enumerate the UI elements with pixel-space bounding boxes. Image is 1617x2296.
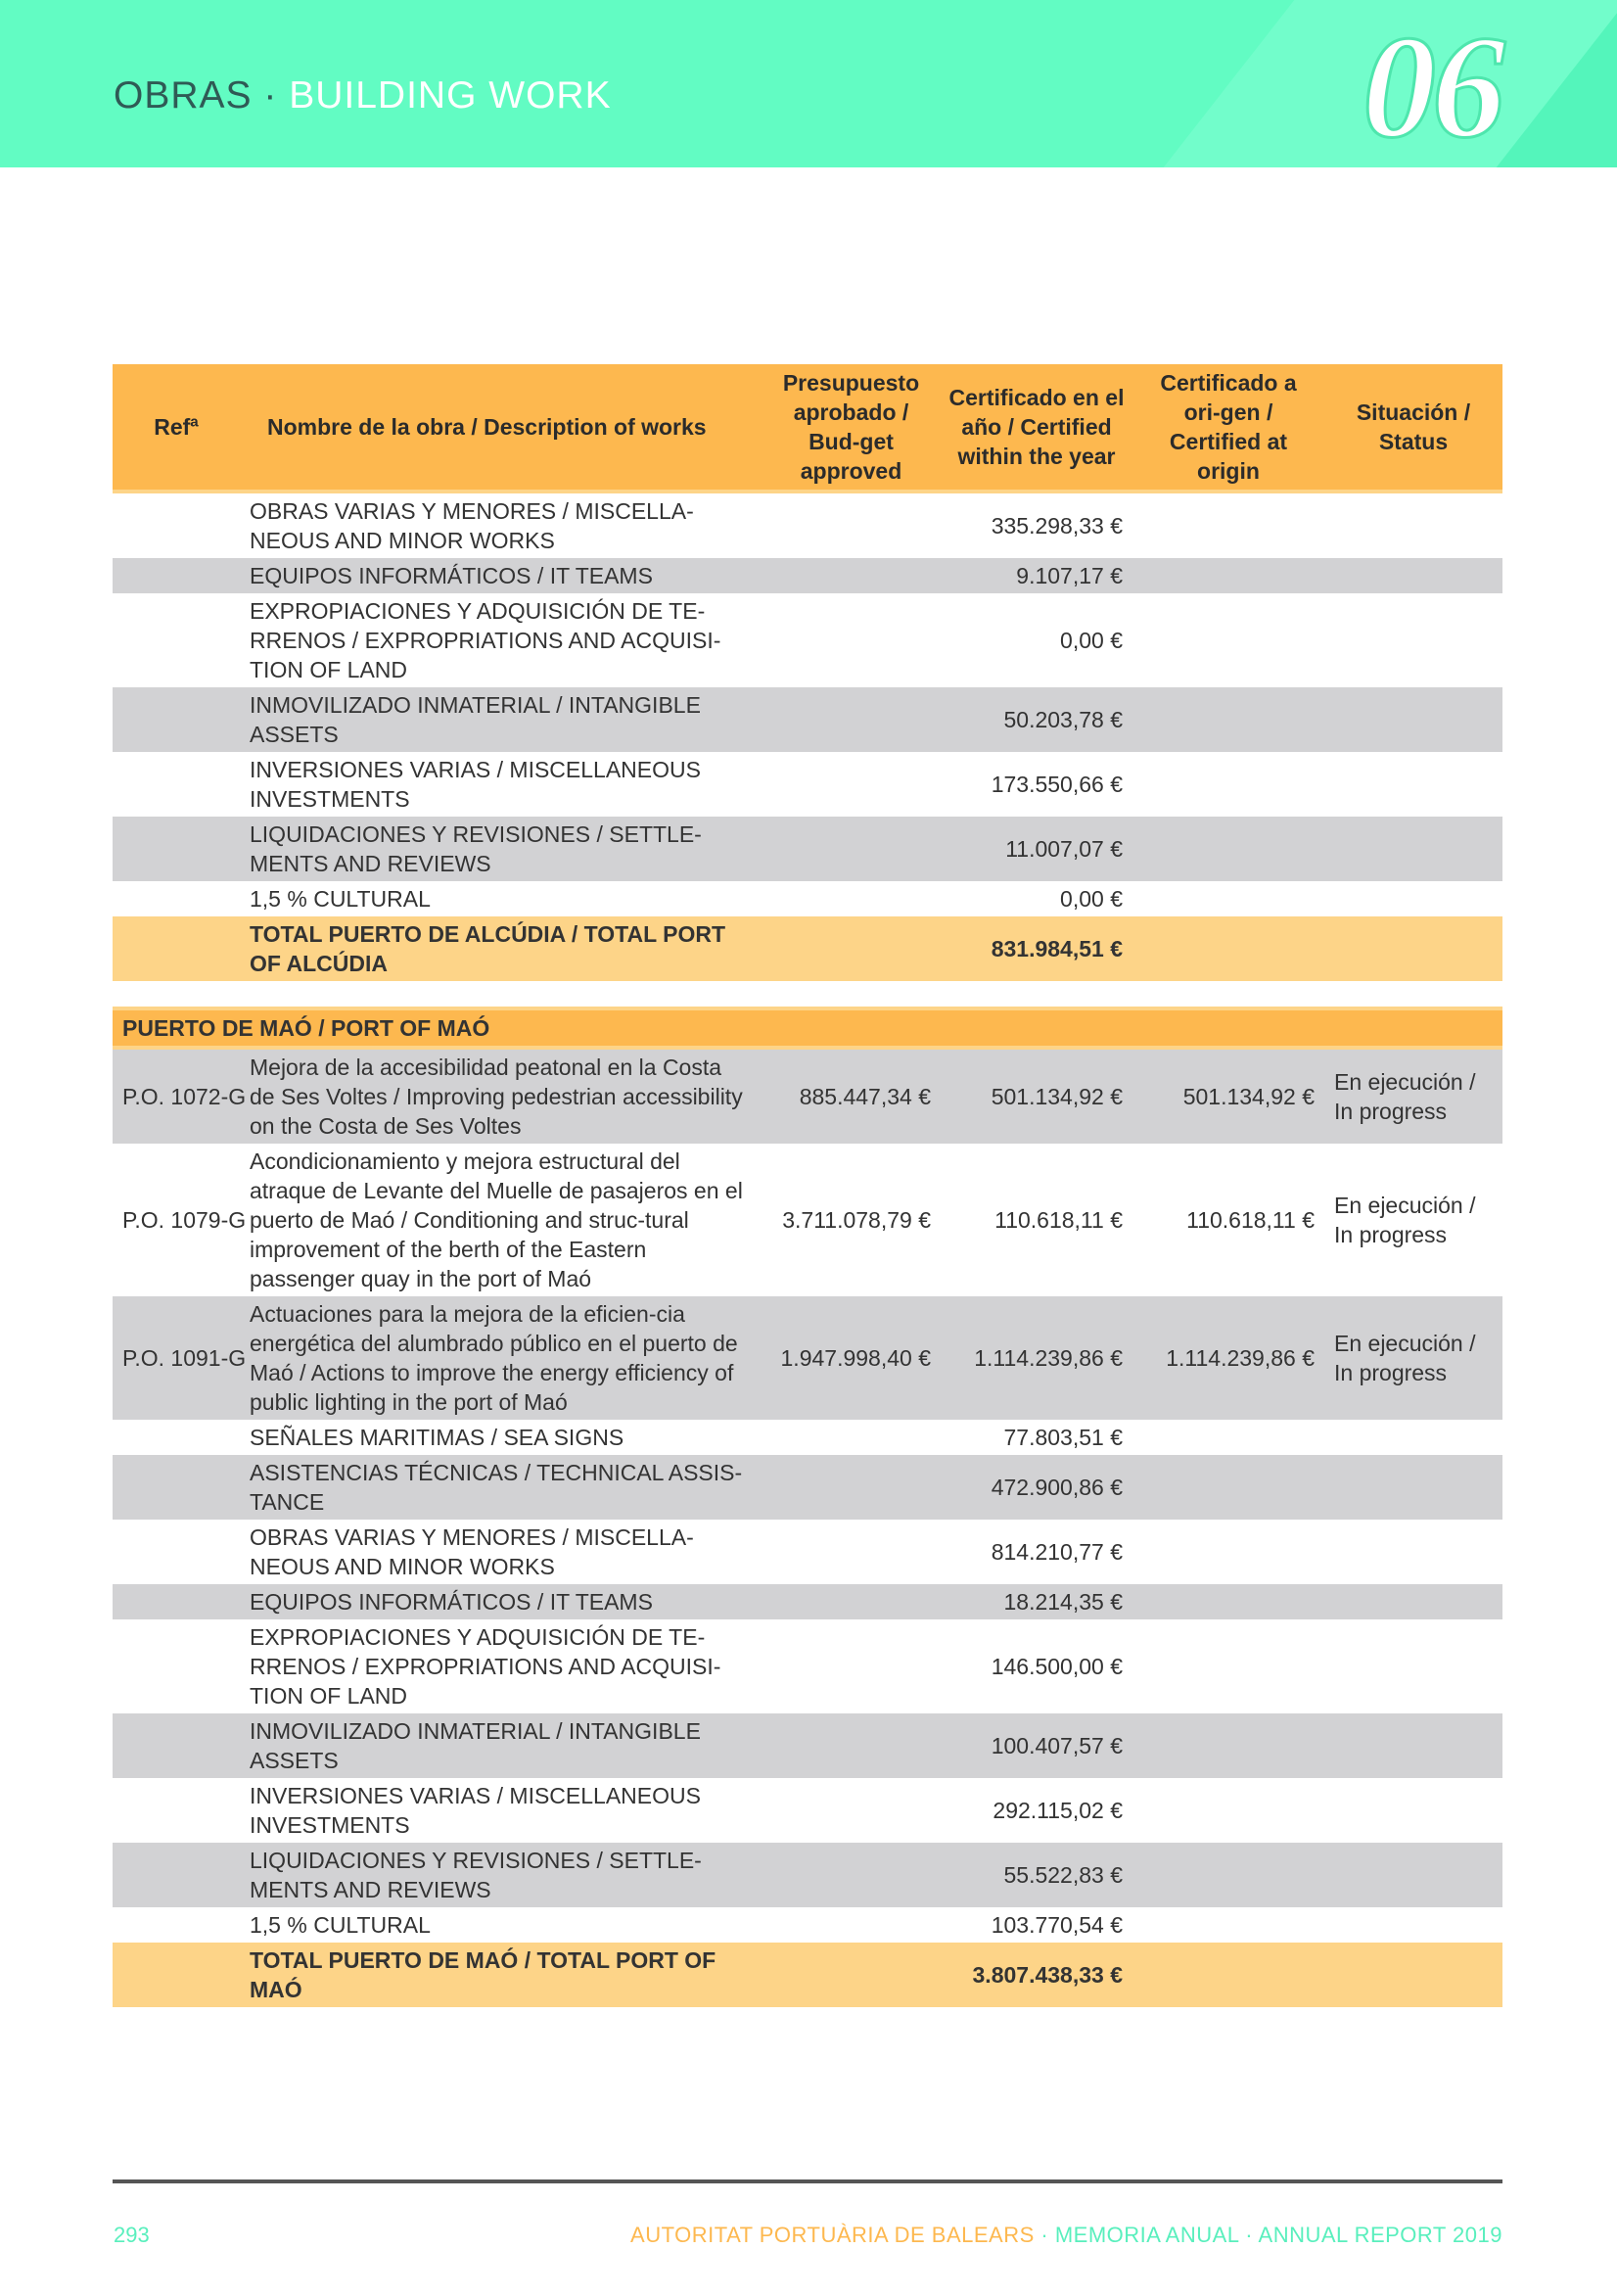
row-certified-year: 173.550,66 €	[991, 772, 1123, 797]
row-certified-year: 55.522,83 €	[941, 1843, 1132, 1907]
row-description: ASISTENCIAS TÉCNICAS / TECHNICAL ASSIS-TANCE	[240, 1455, 762, 1520]
section-title-separator: ·	[263, 74, 278, 117]
row-description: LIQUIDACIONES Y REVISIONES / SETTLE-MENTS AND REVIEWS	[240, 817, 762, 881]
table-row	[113, 687, 1502, 752]
project-description: Actuaciones para la mejora de la eficien-cia energética del alumbrado público en el puerto de Maó / Actions to improve the energy efficiency of public lighting in the port of Maó	[240, 1296, 762, 1420]
row-description: OBRAS VARIAS Y MENORES / MISCELLA-NEOUS AND MINOR WORKS	[250, 498, 694, 553]
project-row	[113, 1048, 1502, 1144]
row-description: EQUIPOS INFORMÁTICOS / IT TEAMS	[240, 558, 762, 593]
row-description: LIQUIDACIONES Y REVISIONES / SETTLE-MENTS AND REVIEWS	[240, 1843, 762, 1907]
project-description: Mejora de la accesibilidad peatonal en la Costa de Ses Voltes / Improving pedestrian accessibility on the Costa de Ses Voltes	[240, 1048, 762, 1144]
footer-report: · MEMORIA ANUAL · ANNUAL REPORT 2019	[1040, 2223, 1502, 2247]
table-row	[113, 492, 1502, 558]
project-budget: 885.447,34 €	[762, 1048, 941, 1144]
project-row	[113, 1144, 1502, 1296]
total-row-mao	[113, 1943, 1502, 2007]
col-header-certified-origin: Certificado a ori-gen / Certified at origin	[1132, 364, 1324, 492]
project-status: En ejecución / In progress	[1334, 1193, 1476, 1247]
row-certified-year: 814.210,77 €	[991, 1539, 1123, 1565]
col-header-budget: Presupuesto aprobado / Bud-get approved	[762, 364, 941, 492]
row-description: INVERSIONES VARIAS / MISCELLANEOUS INVESTMENTS	[250, 1783, 701, 1838]
row-certified-year: 50.203,78 €	[941, 687, 1132, 752]
row-description: EQUIPOS INFORMÁTICOS / IT TEAMS	[240, 1584, 762, 1619]
row-certified-year: 9.107,17 €	[941, 558, 1132, 593]
table-row	[113, 1843, 1502, 1907]
total-certified-year: 831.984,51 €	[941, 916, 1132, 981]
project-certified-year: 110.618,11 €	[994, 1207, 1123, 1233]
table-row	[113, 593, 1502, 687]
row-description: EXPROPIACIONES Y ADQUISICIÓN DE TE-RRENOS / EXPROPRIATIONS AND ACQUISI-TION OF LAND	[250, 598, 721, 682]
project-certified-year: 501.134,92 €	[941, 1048, 1132, 1144]
table-row	[113, 881, 1502, 916]
table-row	[113, 1713, 1502, 1778]
project-certified-origin: 501.134,92 €	[1132, 1048, 1324, 1144]
project-status: En ejecución / In progress	[1324, 1048, 1502, 1144]
table-row	[113, 1619, 1502, 1713]
row-description: INMOVILIZADO INMATERIAL / INTANGIBLE ASSETS	[240, 1713, 762, 1778]
table-row	[113, 1907, 1502, 1943]
table-row	[113, 1584, 1502, 1619]
table-row	[113, 752, 1502, 817]
row-certified-year: 472.900,86 €	[941, 1455, 1132, 1520]
total-certified-year: 3.807.438,33 €	[941, 1943, 1132, 2007]
project-certified-origin: 110.618,11 €	[1186, 1207, 1315, 1233]
row-certified-year: 100.407,57 €	[941, 1713, 1132, 1778]
project-row	[113, 1296, 1502, 1420]
project-certified-origin: 1.114.239,86 €	[1132, 1296, 1324, 1420]
row-certified-year: 146.500,00 €	[991, 1654, 1123, 1679]
section-title-mao: PUERTO DE MAÓ / PORT OF MAÓ	[113, 1008, 1502, 1048]
page-number: 293	[114, 2223, 150, 2247]
row-certified-year: 335.298,33 €	[991, 513, 1123, 539]
project-description: Acondicionamiento y mejora estructural del atraque de Levante del Muelle de pasajeros en el puerto de Maó / Conditioning and struc-tural improvement of the berth of the Eastern passenger quay in the port of Maó	[250, 1148, 743, 1291]
table-row	[113, 558, 1502, 593]
project-budget: 1.947.998,40 €	[762, 1296, 941, 1420]
project-ref: P.O. 1079-G	[122, 1207, 247, 1233]
table-row	[113, 817, 1502, 881]
col-header-ref: Refª	[113, 364, 240, 492]
total-row-alcudia	[113, 916, 1502, 981]
alcudia-rows	[113, 492, 1502, 2007]
col-header-status: Situación / Status	[1324, 364, 1502, 492]
row-certified-year: 11.007,07 €	[941, 817, 1132, 881]
project-status: En ejecución / In progress	[1324, 1296, 1502, 1420]
row-description: OBRAS VARIAS Y MENORES / MISCELLA-NEOUS AND MINOR WORKS	[250, 1524, 694, 1579]
section-row-mao	[113, 1008, 1502, 1048]
table-row	[113, 1420, 1502, 1455]
row-certified-year: 0,00 €	[1060, 628, 1123, 653]
footer-divider	[113, 2179, 1502, 2183]
total-description: TOTAL PUERTO DE MAÓ / TOTAL PORT OF MAÓ	[240, 1943, 762, 2007]
table-header-row	[113, 364, 1502, 492]
row-certified-year: 18.214,35 €	[941, 1584, 1132, 1619]
project-ref: P.O. 1091-G	[113, 1296, 240, 1420]
project-budget: 3.711.078,79 €	[782, 1207, 931, 1233]
row-description: 1,5 % CULTURAL	[250, 1912, 431, 1938]
row-certified-year: 292.115,02 €	[993, 1798, 1123, 1823]
row-description: INVERSIONES VARIAS / MISCELLANEOUS INVESTMENTS	[250, 757, 701, 812]
chapter-number: 06	[1363, 6, 1502, 168]
row-certified-year: 103.770,54 €	[991, 1912, 1123, 1938]
row-certified-year: 0,00 €	[1060, 886, 1123, 912]
section-title-en: BUILDING WORK	[289, 74, 612, 117]
project-ref: P.O. 1072-G	[113, 1048, 240, 1144]
table-row	[113, 1455, 1502, 1520]
section-title-es: OBRAS	[114, 74, 253, 117]
row-certified-year: 77.803,51 €	[1003, 1425, 1123, 1450]
section-title	[114, 74, 612, 117]
total-description: TOTAL PUERTO DE ALCÚDIA / TOTAL PORT OF ALCÚDIA	[240, 916, 762, 981]
row-description: EXPROPIACIONES Y ADQUISICIÓN DE TE-RRENOS / EXPROPRIATIONS AND ACQUISI-TION OF LAND	[250, 1624, 721, 1709]
row-description: SEÑALES MARITIMAS / SEA SIGNS	[250, 1425, 624, 1450]
project-certified-year: 1.114.239,86 €	[941, 1296, 1132, 1420]
row-description: INMOVILIZADO INMATERIAL / INTANGIBLE ASSETS	[240, 687, 762, 752]
table-row	[113, 1520, 1502, 1584]
footer-report-title	[630, 2223, 1502, 2248]
footer-organization: AUTORITAT PORTUÀRIA DE BALEARS	[630, 2223, 1035, 2247]
col-header-description: Nombre de la obra / Description of works	[240, 364, 762, 492]
col-header-certified-year: Certificado en el año / Certified within the year	[941, 364, 1132, 492]
works-table	[113, 364, 1502, 2007]
table-row	[113, 1778, 1502, 1843]
row-description: 1,5 % CULTURAL	[250, 886, 431, 912]
